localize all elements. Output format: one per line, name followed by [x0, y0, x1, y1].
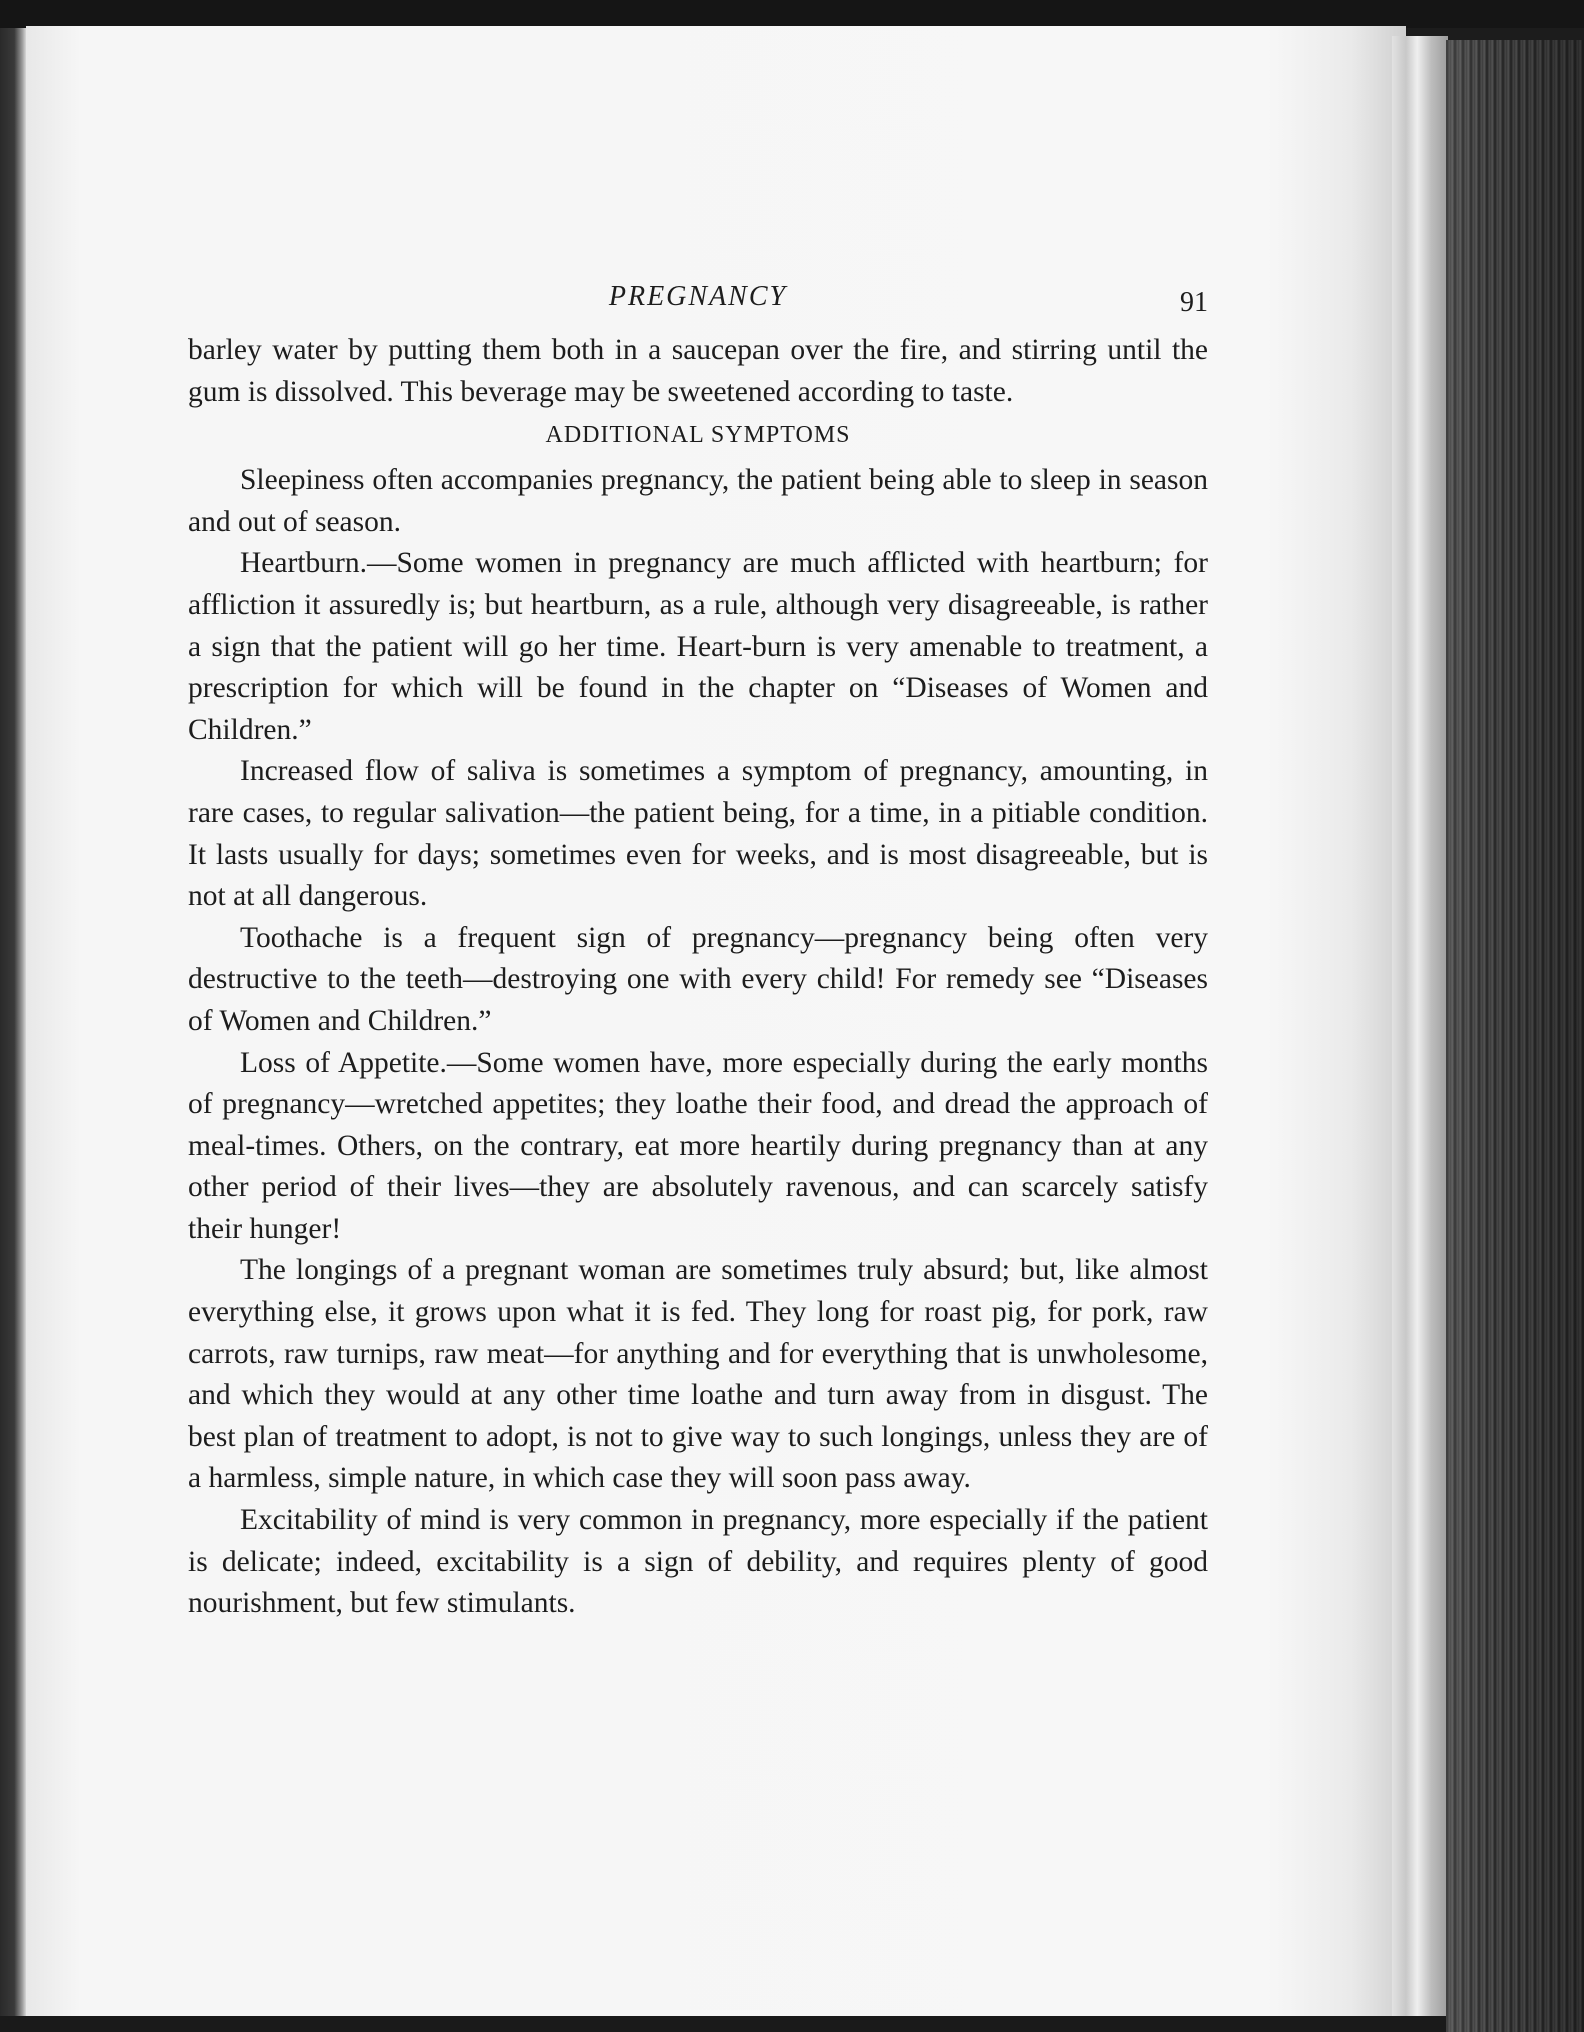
section-heading: ADDITIONAL SYMPTOMS	[545, 422, 851, 449]
page-number: 91	[1180, 287, 1208, 318]
fore-edge-shadow	[1446, 40, 1584, 2032]
scan-top-edge	[0, 0, 1584, 28]
page-text-block	[188, 276, 1208, 1625]
paragraph-excitability: Excitability of mind is very common in pregnancy, more especially if the patient is delicate; indeed, excitability is a sign of debility, and requires plenty of good nourishment, but few stimulants.	[188, 1504, 1208, 1620]
facing-page-edge	[0, 28, 26, 2032]
paragraph-sleepiness: Sleepiness often accompanies pregnancy, the patient being able to sleep in season and out of season.	[188, 464, 1208, 538]
paragraph-loss-of-appetite: Loss of Appetite.—Some women have, more especially during the early months of pregnancy—wretched appetites; they loathe their food, and dread the approach of meal-times. Others, on the contrary, eat more heartily during pregnancy than at any other period of their lives—they are absolutely ravenous, and can scarcely satisfy their hunger!	[188, 1046, 1208, 1245]
paragraph-saliva: Increased flow of saliva is sometimes a symptom of pregnancy, amounting, in rare cases, to regular salivation—the patient being, for a time, in a pitiable condition. It lasts usually for days; sometimes even for weeks, and is most disagreeable, but is not at all dangerous.	[188, 755, 1208, 913]
continued-paragraph: barley water by putting them both in a saucepan over the fire, and stirring until the gum is dissolved. This beverage may be sweetened according to taste.	[188, 334, 1208, 408]
page-gutter	[1392, 36, 1448, 2016]
paragraph-longings: The longings of a pregnant woman are sometimes truly absurd; but, like almost everything else, it grows upon what it is fed. They long for roast pig, for pork, raw carrots, raw turnips, raw meat—for anything and for everything that is unwholesome, and which they would at any other time loathe and turn away from in disgust. The best plan of treatment to adopt, is not to give way to such longings, unless they are of a harmless, simple nature, in which case they will soon pass away.	[188, 1254, 1208, 1495]
running-head-title: PREGNANCY	[608, 281, 788, 312]
running-head	[188, 276, 1208, 330]
paragraph-toothache: Toothache is a frequent sign of pregnancy—pregnancy being often very destructive to the teeth—destroying one with every child! For remedy see “Diseases of Women and Children.”	[188, 921, 1208, 1037]
scan-bottom-edge	[0, 2016, 1446, 2032]
paragraph-heartburn: Heartburn.—Some women in pregnancy are much afflicted with heartburn; for affliction it assuredly is; but heartburn, as a rule, although very disagreeable, is rather a sign that the patient will go her time. Heart-burn is very amenable to treatment, a prescription for which will be found in the chapter on “Diseases of Women and Children.”	[188, 547, 1208, 746]
